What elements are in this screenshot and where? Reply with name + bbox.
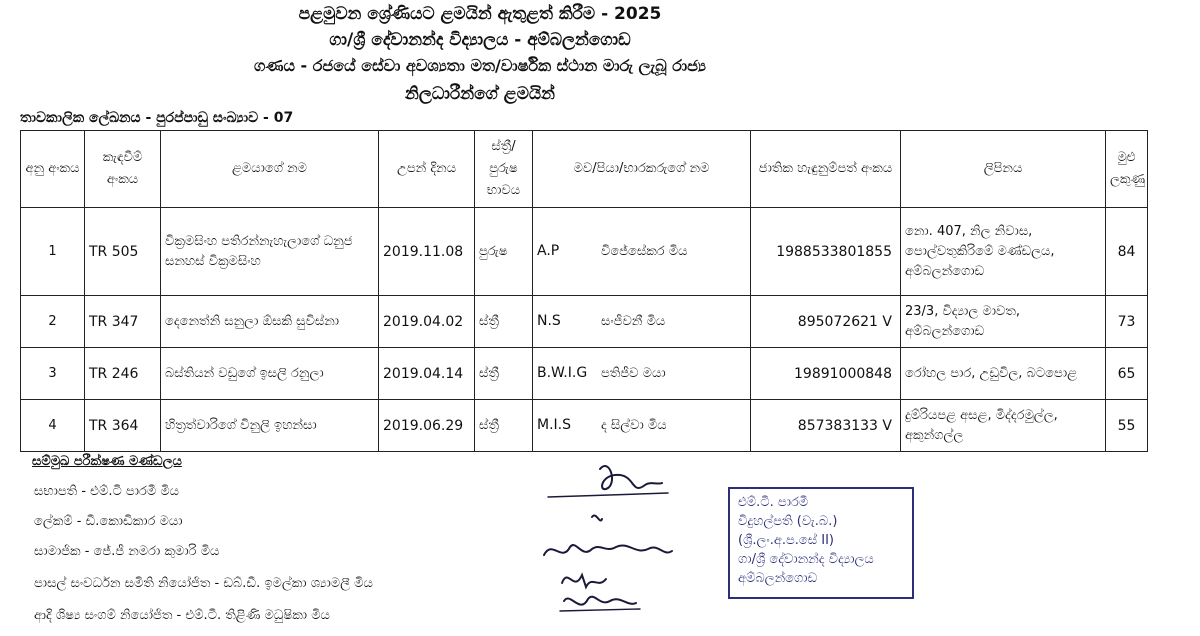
category-line-2: නිලධාරීන්ගේ ළමයින් (405, 84, 555, 104)
row-no: 1 (21, 208, 85, 296)
row-nic: 895072621 V (751, 296, 901, 348)
table-row (21, 208, 1148, 296)
row-nic: 857383133 V (751, 400, 901, 452)
category-line: ගණය - රජයේ සේවා අවශ්‍යතා මත/වාර්ෂික ස්ථාන මාරු ලැබූ රාජ්‍ය (254, 56, 706, 75)
stamp-line: එම්.ටී. පාරමී (738, 495, 809, 510)
row-name: වික්‍රමසිංහ පතිරන්නැහැලාගේ ධනුජ සනහස් වික්‍රමසිංහ (161, 208, 379, 296)
principal-stamp (728, 487, 914, 599)
row-no: 2 (21, 296, 85, 348)
row-id: TR 505 (85, 208, 161, 296)
col-header-nic: ජාතික හැඳුනුම්පත් අංකය (751, 131, 901, 208)
col-header-guardian: මව/පියා/භාරකරුගේ නම (533, 131, 751, 208)
row-name: හිත්‍රත්වාරිගේ විනුලි ඉහන්සා (161, 400, 379, 452)
table-row (21, 348, 1148, 400)
row-marks: 73 (1106, 296, 1148, 348)
committee-member: ආදි ශිෂ්‍ය සංගම් නියෝජිත - එම්.ටී. තිළිණි මධුෂිකා මිය (34, 608, 330, 623)
row-address: නො. 407, නිල නිවාස, පොල්වතුකිරිමේ මණ්ඩලය, අම්බලන්ගොඩ (901, 208, 1106, 296)
guardian-initials: M.I.S (537, 417, 571, 433)
col-header-marks: මුළු ලකුණු (1106, 131, 1148, 208)
row-id: TR 347 (85, 296, 161, 348)
row-guardian (533, 348, 751, 400)
row-name: දෙනෙත්නි සනුලා ඕසකි සුවිස්නා (161, 296, 379, 348)
stamp-line: විදුහල්පති (වැ.බ.) (738, 514, 838, 529)
row-id: TR 246 (85, 348, 161, 400)
col-header-dob: උපන් දිනය (379, 131, 475, 208)
guardian-name: සංජීවනී මිය (601, 314, 666, 329)
handwritten-signatures (540, 455, 730, 625)
row-gender: ස්ත්‍රී (475, 296, 533, 348)
guardian-initials: N.S (537, 313, 561, 329)
table-row (21, 296, 1148, 348)
row-nic: 198853380185​5 (751, 208, 901, 296)
school-name: ගා/ශ්‍රී දේවානන්ද විද්‍යාලය - අම්බලන්ගොඩ (329, 30, 631, 50)
row-gender: ස්ත්‍රී (475, 400, 533, 452)
guardian-name: විජේසේකර මිය (601, 244, 688, 259)
col-header-address: ලිපිනය (901, 131, 1106, 208)
committee-member: ලේකම් - ඩී.කොඩිකාර මයා (34, 514, 183, 529)
admission-table (20, 130, 1148, 452)
signatures (540, 455, 730, 625)
table-header-row (21, 131, 1148, 208)
row-guardian (533, 296, 751, 348)
row-no: 3 (21, 348, 85, 400)
row-dob: 2019.06.29 (379, 400, 475, 452)
col-header-gender: ස්ත්‍රී/ පුරුෂ භාවය (475, 131, 533, 208)
list-subtitle: තාවකාලික ලේඛනය - පුරප්පාඩු සංඛ්‍යාව - 07 (20, 110, 294, 126)
row-address: 23/3, විද්‍යාල මාවත, අම්බලන්ගොඩ (901, 296, 1106, 348)
row-dob: 2019.11.08 (379, 208, 475, 296)
document-title: පළමුවන ශ්‍රේණියට ළමයින් ඇතුළත් කිරීම - 2025 (298, 4, 662, 24)
row-guardian (533, 400, 751, 452)
guardian-name: ද සිල්වා මිය (601, 418, 667, 433)
stamp-line: (ශ්‍රී.ලං.අ.ප.සේ II) (738, 533, 834, 548)
row-address: රෝහල පාර, උඩුවිල, බටපොළ (901, 348, 1106, 400)
stamp-line: අම්බලන්ගොඩ (738, 571, 818, 586)
row-dob: 2019.04.02 (379, 296, 475, 348)
row-no: 4 (21, 400, 85, 452)
committee-member: සභාපති - එම්.ටී පාරමී මිය (34, 484, 180, 499)
col-header-id: කැඳවීම් අංකය (85, 131, 161, 208)
row-id: TR 364 (85, 400, 161, 452)
col-header-name: ළමයාගේ නම (161, 131, 379, 208)
row-name: බස්තියන් වඩුගේ ඉසලි රනුලා (161, 348, 379, 400)
col-header-no: අනු අංකය (21, 131, 85, 208)
row-guardian (533, 208, 751, 296)
row-dob: 2019.04.14 (379, 348, 475, 400)
row-marks: 65 (1106, 348, 1148, 400)
committee-member: සාමාජික - ජේ.ජී නමරා කුමාරි මිය (34, 544, 220, 559)
guardian-initials: B.W.I.G (537, 365, 588, 381)
table-row (21, 400, 1148, 452)
guardian-name: පතිජීව මයා (601, 366, 666, 381)
row-address: දුම්රියපළ අසළ, මිද්දරමුල්ල, අකුන්ගල්ල (901, 400, 1106, 452)
committee-member: පාසල් සංවර්ධන සමිති නියෝජිත - ඩබ්.ඩී. ඉමල්කා ශ්‍යාමලී මිය (34, 576, 373, 591)
row-marks: 55 (1106, 400, 1148, 452)
row-nic: 19891000848 (751, 348, 901, 400)
row-gender: පුරුෂ (475, 208, 533, 296)
row-marks: 84 (1106, 208, 1148, 296)
stamp-line: ගා/ශ්‍රී දේවානන්ද විද්‍යාලය (738, 552, 874, 567)
row-gender: ස්ත්‍රී (475, 348, 533, 400)
guardian-initials: A.P (537, 243, 560, 259)
committee-title: සම්මුඛ පරීක්ෂණ මණ්ඩලය (32, 454, 182, 469)
